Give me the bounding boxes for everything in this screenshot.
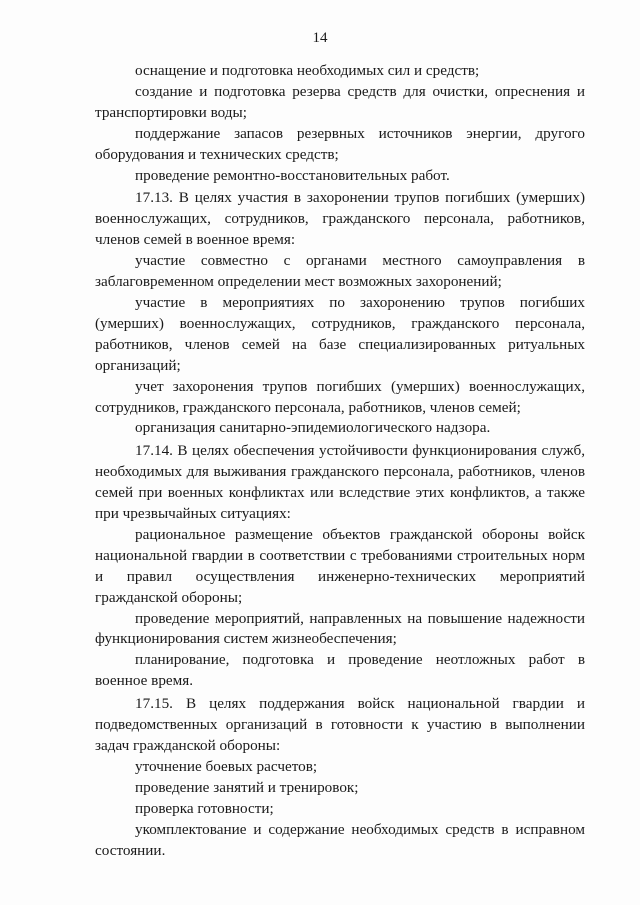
paragraph-training: проведение занятий и тренировок;	[135, 778, 359, 796]
paragraph-sanitary-supervision: организация санитарно-эпидемиологического надзора.	[135, 419, 491, 437]
paragraph-repair-works: проведение ремонтно-восстановительных работ.	[135, 166, 450, 184]
paragraph-readiness-check: проверка готовности;	[135, 799, 274, 817]
section-17-15-heading: 17.15. В целях поддержания войск национальной гвардии и подведомственных организаций в готовности к участию в выполнении задач гражданской обороны:	[95, 695, 585, 754]
paragraph-burial-sites: участие совместно с органами местного самоуправления в заблаговременном определении мест возможных захоронений;	[95, 252, 585, 291]
page-number: 14	[312, 30, 328, 46]
document-body	[95, 61, 585, 861]
paragraph-combat-crews: уточнение боевых расчетов;	[135, 757, 318, 775]
section-17-13-heading: 17.13. В целях участия в захоронении трупов погибших (умерших) военнослужащих, сотрудников, гражданского персонала, работников, членов семей в военное время:	[95, 189, 585, 249]
paragraph-urgent-works: планирование, подготовка и проведение неотложных работ в военное время.	[95, 651, 585, 690]
paragraph-water-reserve: создание и подготовка резерва средств для очистки, опреснения и транспортировки воды;	[95, 82, 585, 121]
paragraph-burial-events: участие в мероприятиях по захоронению трупов погибших (умерших) военнослужащих, сотрудников, гражданского персонала, работников, членов семей на базе специализированных ритуальных организаций;	[95, 293, 585, 374]
paragraph-life-support: проведение мероприятий, направленных на повышение надежности функционирования систем жизнеобеспечения;	[95, 609, 585, 648]
section-17-14-heading: 17.14. В целях обеспечения устойчивости функционирования служб, необходимых для выживания гражданского персонала, работников, членов семей при военных конфликтах или вследствие этих конфликтов, а также при чрезвычайных ситуациях:	[95, 442, 585, 523]
paragraph-burial-records: учет захоронения трупов погибших (умерших) военнослужащих, сотрудников, гражданского персонала, работников, членов семей;	[95, 377, 585, 416]
paragraph-rational-placement: рациональное размещение объектов гражданской обороны войск национальной гвардии в соответствии с требованиями строительных норм и правил осуществления инженерно-технических мероприятий гражданской обороны;	[95, 525, 585, 606]
paragraph-equipment: оснащение и подготовка необходимых сил и средств;	[135, 62, 480, 79]
paragraph-energy-reserve: поддержание запасов резервных источников энергии, другого оборудования и технических средств;	[95, 124, 585, 163]
paragraph-equipment-maintenance: укомплектование и содержание необходимых средств в исправном состоянии.	[95, 820, 585, 859]
